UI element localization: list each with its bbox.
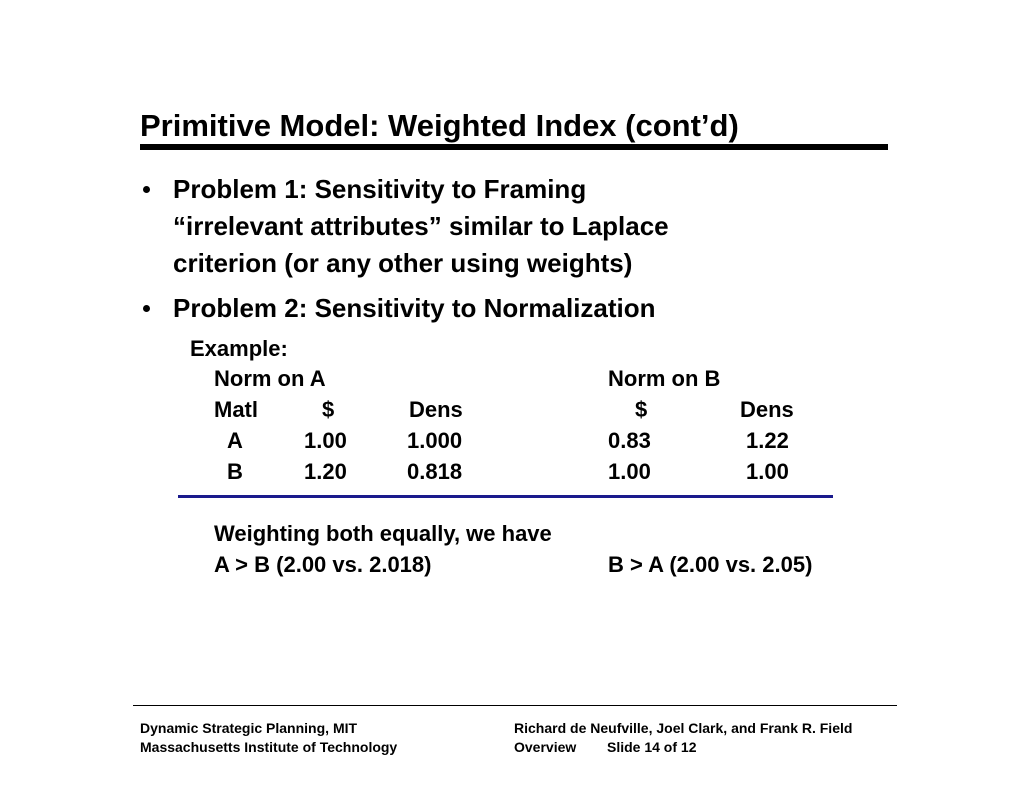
title-underline xyxy=(140,144,888,150)
table-divider xyxy=(178,495,833,498)
conclusion-result-b: B > A (2.00 vs. 2.05) xyxy=(608,552,813,577)
bullet-1-line-1: Problem 1: Sensitivity to Framing xyxy=(173,174,587,204)
conclusion-result-a: A > B (2.00 vs. 2.018) xyxy=(214,552,432,577)
footer-right-line-1: Richard de Neufville, Joel Clark, and Frank R. Field xyxy=(514,720,853,736)
footer-section-label: Overview xyxy=(514,739,577,755)
table-row-a-cost-b: 0.83 xyxy=(608,428,651,453)
bullet-dot-1 xyxy=(143,186,150,193)
table-row-b-dens-b: 1.00 xyxy=(746,459,789,484)
bullet-dot-2 xyxy=(143,305,150,312)
table-header-matl: Matl xyxy=(214,397,258,422)
table-header-dens-b: Dens xyxy=(740,397,794,422)
table-row-a-dens-b: 1.22 xyxy=(746,428,789,453)
footer-divider xyxy=(133,705,897,706)
table-row-b-dens-a: 0.818 xyxy=(407,459,463,484)
table-group-norm-a: Norm on A xyxy=(214,366,326,391)
table-row-b-cost-a: 1.20 xyxy=(304,459,347,484)
table-header-cost-a: $ xyxy=(322,397,335,422)
table-row-a-dens-a: 1.000 xyxy=(407,428,463,453)
footer-left-line-1: Dynamic Strategic Planning, MIT xyxy=(140,720,358,736)
footer-slide-number: Slide 14 of 12 xyxy=(607,739,697,755)
bullet-1-line-3: criterion (or any other using weights) xyxy=(173,248,633,278)
table-row-b-matl: B xyxy=(227,459,243,484)
slide-title: Primitive Model: Weighted Index (cont’d) xyxy=(140,108,739,143)
bullet-2-line-1: Problem 2: Sensitivity to Normalization xyxy=(173,293,656,323)
table-header-cost-b: $ xyxy=(635,397,648,422)
footer-left-line-2: Massachusetts Institute of Technology xyxy=(140,739,398,755)
bullet-1-line-2: “irrelevant attributes” similar to Laplace xyxy=(173,211,669,241)
table-group-norm-b: Norm on B xyxy=(608,366,721,391)
example-label: Example: xyxy=(190,336,288,361)
table-row-a-cost-a: 1.00 xyxy=(304,428,347,453)
table-row-a-matl: A xyxy=(227,428,243,453)
table-header-dens-a: Dens xyxy=(409,397,463,422)
table-row-b-cost-b: 1.00 xyxy=(608,459,651,484)
conclusion-intro: Weighting both equally, we have xyxy=(214,521,552,546)
